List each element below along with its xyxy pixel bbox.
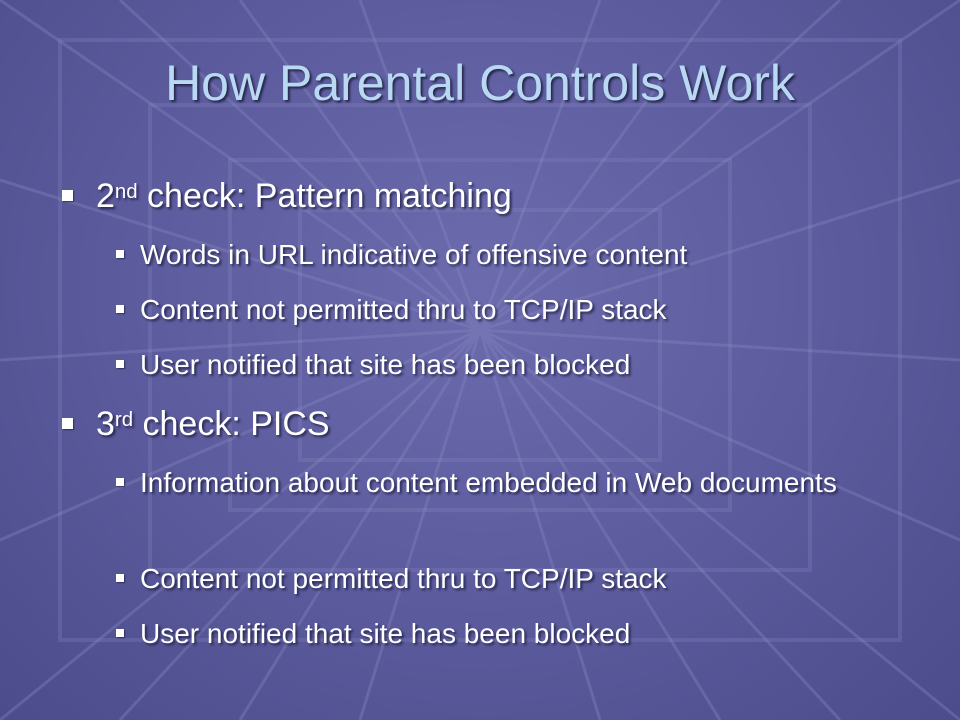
bullet-number: 2	[96, 177, 115, 215]
sub-bullet-text: Content not permitted thru to TCP/IP stack	[140, 563, 667, 594]
sub-bullet-text: Words in URL indicative of offensive content	[140, 239, 688, 270]
square-bullet-icon	[62, 190, 73, 201]
square-bullet-icon	[116, 574, 124, 582]
sub-bullet	[140, 617, 900, 651]
bullet-text: check: Pattern matching	[137, 177, 512, 215]
sub-bullet-text: Content not permitted thru to TCP/IP stack	[140, 294, 667, 325]
bullet-third-check	[96, 405, 330, 443]
square-bullet-icon	[116, 250, 124, 258]
bullet-second-check	[96, 177, 512, 215]
sub-bullet-text: User notified that site has been blocked	[140, 618, 631, 649]
sub-bullet	[140, 562, 900, 596]
square-bullet-icon	[116, 305, 124, 313]
slide-title: How Parental Controls Work	[165, 55, 795, 111]
sub-bullet	[140, 348, 900, 382]
bullet-number: 3	[96, 405, 115, 443]
square-bullet-icon	[116, 629, 124, 637]
sub-bullet-text: Information about content embedded in Web documents	[140, 467, 837, 498]
bullet-ordinal: nd	[114, 181, 138, 203]
square-bullet-icon	[116, 478, 124, 486]
square-bullet-icon	[116, 360, 124, 368]
sub-bullet	[140, 466, 880, 500]
sub-bullet	[140, 293, 900, 327]
bullet-ordinal: rd	[114, 409, 134, 431]
sub-bullet-text: User notified that site has been blocked	[140, 349, 631, 380]
square-bullet-icon	[62, 418, 73, 429]
sub-bullet	[140, 238, 900, 272]
bullet-text: check: PICS	[133, 405, 330, 443]
